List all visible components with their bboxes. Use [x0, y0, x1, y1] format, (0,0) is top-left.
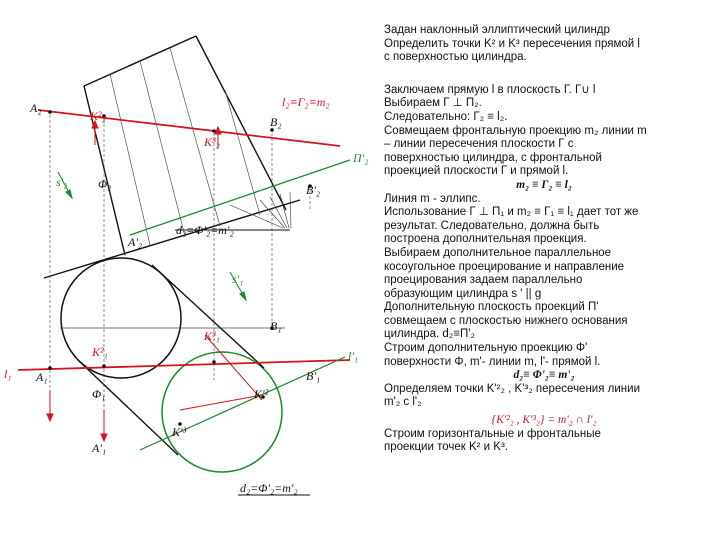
- label-K2-1: K²₁: [92, 345, 108, 359]
- label-d2p: d₂=Φ'₂=m'₂: [176, 223, 234, 237]
- step-line: образующим цилиндра s ' || g: [384, 287, 542, 300]
- step-line: Дополнительную плоскость проекций Π': [384, 301, 599, 314]
- step-line: – линии пересечения плоскости Г с: [384, 138, 574, 151]
- step-line: поверхностью цилиндра, с фронтальной: [384, 151, 602, 164]
- step-line: проецирования задаем параллельно: [384, 274, 583, 287]
- line-l1: [18, 360, 350, 370]
- explanation-text: [384, 24, 704, 455]
- label-Pi2p: Π'₂: [353, 151, 369, 165]
- label-K3-1: K³₁: [204, 329, 220, 343]
- step-line: косоугольное проецирование и направление: [384, 260, 625, 273]
- formula: d₂≡ Φ'₂≡ m'₂: [513, 369, 575, 382]
- label-K2-2: K²₂: [90, 109, 106, 123]
- label-K3-2: K³₂: [204, 135, 220, 149]
- step-line: построена дополнительная проекция.: [384, 233, 587, 246]
- generatrix-lines: [110, 48, 260, 245]
- formula: {K'²₂ , K'³₂} = m'₂ ∩ l'₂: [491, 414, 597, 427]
- label-B1: B₁: [270, 319, 282, 333]
- label-B2-right: B'₂: [306, 183, 321, 197]
- intro-line: Определить точки K² и K³ пересечения прямой l: [384, 37, 640, 50]
- step-line: поверхности Φ, m'- линии m, l'- прямой l.: [384, 355, 601, 368]
- label-l1: l₁: [4, 367, 12, 381]
- label-l2-eq: l₂≡Γ₂≡m₂: [282, 95, 330, 109]
- step-line: Следовательно: Г₂ ≡ l₂.: [384, 110, 508, 123]
- step-line: Строим горизонтальные и фронтальные: [384, 427, 601, 440]
- label-B2-top: B₂: [270, 115, 282, 129]
- step-line: Выбираем дополнительное параллельное: [384, 246, 612, 259]
- label-l1p: l'₁: [348, 349, 359, 363]
- label-d2-bottom: d₂=Φ'₂=m'₂: [240, 481, 298, 495]
- k-prime-segments: [180, 335, 262, 410]
- bottom-base-circle: [162, 352, 282, 472]
- label-Phi2: Φ₂: [98, 177, 112, 191]
- label-A2p: A'₂: [128, 235, 143, 249]
- step-line: Выбираем Г ⊥ Π₂.: [384, 97, 482, 110]
- step-line: результат. Следовательно, должна быть: [384, 219, 600, 232]
- label-s2: s'₂: [56, 175, 68, 189]
- step-line: Определяем точки K'²₂ , K'³₂ пересечения линии: [384, 382, 640, 395]
- step-line: цилиндра. d₂≡Π'₂: [384, 328, 475, 341]
- label-A1p: A'₁: [92, 441, 107, 455]
- formula: m₂ ≡ Г₂ ≡ l₂: [516, 178, 572, 191]
- step-line: Совмещаем фронтальную проекцию m₂ линии m: [384, 124, 647, 137]
- label-A1: A₁: [36, 370, 48, 384]
- step-line: проекцией плоскости Г и прямой l.: [384, 165, 569, 178]
- step-line: Использование Г ⊥ Π₁ и m₂ ≡ Г₁ ≡ l₁ дает тот же: [384, 206, 639, 219]
- intro-line: Задан наклонный эллиптический цилиндр: [384, 24, 610, 36]
- step-line: совмещаем с плоскостью нижнего основания: [384, 314, 628, 327]
- label-A2: A₂: [30, 101, 42, 115]
- step-line: Строим дополнительную проекцию Φ': [384, 342, 588, 355]
- intro-line: с поверхностью цилиндра.: [384, 51, 527, 64]
- label-K2p: K'²: [254, 387, 269, 401]
- label-K3p: K'³: [172, 425, 187, 439]
- step-line: проекции точек K² и K³.: [384, 441, 508, 454]
- cylinder-bottom-edge: [44, 200, 300, 278]
- step-line: m'₂ с l'₂: [384, 396, 422, 409]
- step-line: Линия m - эллипс.: [384, 192, 481, 205]
- label-Phi1: Φ₁: [92, 387, 106, 401]
- tangent-upper: [152, 265, 264, 368]
- label-B1p: B'₁: [306, 369, 321, 383]
- plane-pi2-trace: [130, 160, 350, 235]
- step-line: Заключаем прямую l в плоскость Г. Г∪ l: [384, 83, 596, 96]
- label-s1: s'₁: [232, 272, 244, 286]
- front-projection: [44, 36, 300, 278]
